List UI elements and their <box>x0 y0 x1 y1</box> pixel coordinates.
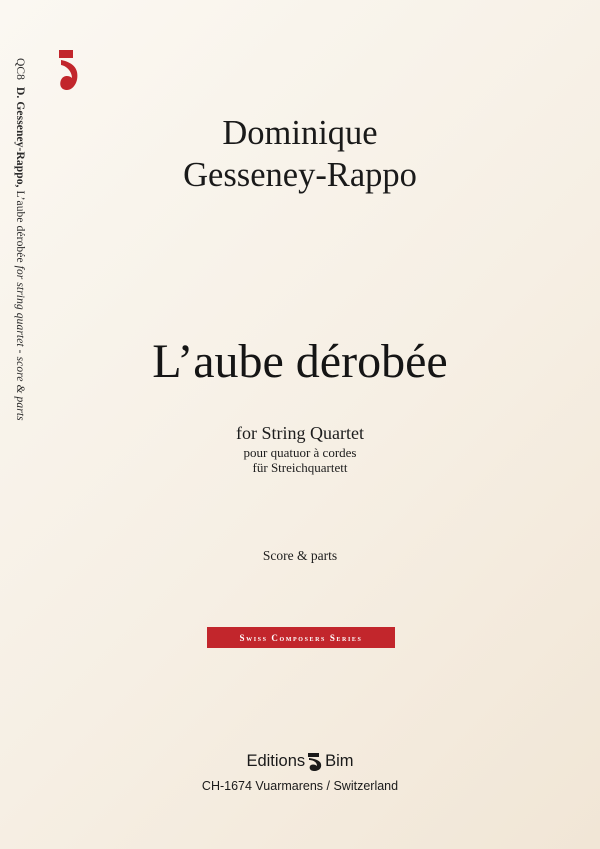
publisher-address: CH-1674 Vuarmarens / Switzerland <box>201 779 399 793</box>
publisher-name-left: Editions <box>246 752 306 770</box>
work-title: L’aube dérobée <box>152 335 448 388</box>
composer-first-name: Dominique <box>222 114 378 152</box>
spine-catalog-code: QC8 <box>14 58 26 81</box>
bim-note-icon <box>308 753 324 771</box>
spine-work-title: L’aube dérobée <box>14 187 26 266</box>
publisher-logo <box>0 752 600 771</box>
spine-descriptor: for string quartet - score & parts <box>14 265 26 421</box>
bim-note-logo-icon <box>59 50 81 92</box>
subtitle-french: pour quatuor à cordes <box>243 445 357 460</box>
series-band <box>207 627 395 648</box>
composer-name <box>0 112 600 196</box>
series-label: Swiss Composers Series <box>239 632 363 643</box>
subtitle-english: for String Quartet <box>236 423 364 443</box>
composer-last-name: Gesseney-Rappo <box>183 156 417 194</box>
publisher-name-right: Bim <box>325 752 354 770</box>
edition-type: Score & parts <box>262 548 338 563</box>
spine-author: D. Gesseney-Rappo, <box>14 87 26 188</box>
subtitle-german: für Streichquartett <box>252 460 348 475</box>
